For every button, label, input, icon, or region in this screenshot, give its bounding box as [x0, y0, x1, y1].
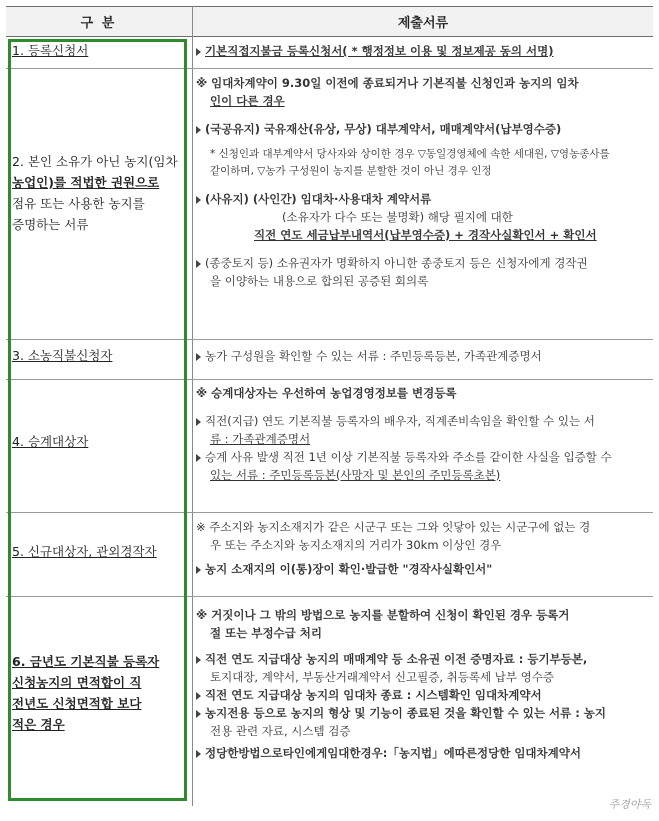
bullet-icon: [196, 260, 201, 268]
row6-doc-2: 직전 연도 지급대상 농지의 임대차 종료 : 시스템확인 임대차계약서: [205, 688, 542, 702]
row2-clan-line2: 을 이양하는 내용으로 합의된 공증된 회의록: [210, 274, 429, 288]
row1-doc-1: 기본직접지불금 등록신청서( * 행정정보 이용 및 정보제공 동의 서명): [205, 44, 554, 58]
row2-public-note2: 같이하며, ▽농가 구성원이 농지를 분할한 것이 아닌 경우 인정: [210, 165, 492, 177]
row3-category-text: 3. 소농직불신청자: [12, 348, 113, 363]
bullet-icon: [196, 710, 201, 718]
highlight-box: [8, 39, 187, 801]
bullet-icon: [196, 692, 201, 700]
bullet-icon: [196, 566, 201, 574]
row1-documents: [196, 42, 651, 60]
row6-doc-4: 정당한방법으로타인에게임대한경우:「농지법」에따른정당한 임대차계약서: [205, 746, 581, 760]
row6-category-line3: 전년도 신청면적합 보다: [12, 696, 142, 711]
bullet-icon: [196, 48, 201, 56]
row2-doc-clan: (종중토지 등) 소유권자가 명확하지 아니한 종중토지 등은 신청자에게 경작권: [205, 256, 588, 270]
bullet-icon: [196, 418, 201, 426]
row2-documents: [196, 74, 651, 290]
bullet-icon: [196, 656, 201, 664]
bullet-icon: [196, 454, 201, 462]
row5-documents: [196, 518, 651, 578]
row2-public-note1: * 신청인과 대부계약서 당사자와 상이한 경우 ▽동일경영체에 속한 세대원, ▽영농종사를: [210, 148, 610, 160]
bullet-icon: [196, 196, 201, 204]
row3-doc-1: 농가 구성원을 확인할 수 있는 서류 : 주민등록등본, 가족관계증명서: [205, 349, 542, 363]
row6-doc-3-line1: 농지전용 등으로 농지의 형상 및 기능이 종료된 것을 확인할 수 있는 서류 : 농지: [205, 706, 607, 720]
row2-note-line2: 인이 다른 경우: [210, 94, 285, 108]
row6-doc-3-line2: 전용 관련 자료, 시스템 검증: [210, 724, 351, 738]
row5-note-line2: 우 또는 주소지와 농지소재지의 거리가 30km 이상인 경우: [210, 538, 502, 552]
row6-doc-1-line2: 토지대장, 계약서, 부동산거래계약서 신고필증, 취등록세 납부 영수증: [210, 670, 554, 684]
row6-note-line1: ※ 거짓이나 그 밖의 방법으로 농지를 분할하여 신청이 확인된 경우 등록거: [196, 608, 570, 622]
header-documents: 제출서류: [397, 16, 449, 31]
row2-category-line2: 농업인)를 적법한 권원으로: [12, 175, 160, 190]
row6-documents: [196, 606, 651, 762]
column-divider: [192, 6, 193, 806]
row4-doc-1-line2: 류 : 가족관계증명서: [210, 432, 311, 446]
row4-note: ※ 승계대상자는 우선하여 농업경영정보를 변경등록: [196, 386, 457, 400]
row2-category-line4: 증명하는 서류: [12, 217, 89, 232]
row4-doc-2-line2: 있는 서류 : 주민등록등본(사망자 및 본인의 주민등록초본): [210, 468, 501, 482]
row4-documents: [196, 384, 651, 484]
row2-category-line1: 2. 본인 소유가 아닌 농지(임차: [12, 154, 178, 169]
row6-note-line2: 절 또는 부정수급 처리: [210, 626, 322, 640]
row2-doc-private: (사유지) (사인간) 임대차·사용대차 계약서류: [205, 192, 432, 206]
row2-category-line3: 점유 또는 사용한 농지를: [12, 196, 145, 211]
bullet-icon: [196, 353, 201, 361]
row4-category-text: 4. 승계대상자: [12, 434, 89, 449]
bullet-icon: [196, 750, 201, 758]
bullet-icon: [196, 126, 201, 134]
row2-note-line1: ※ 임대차계약이 9.30일 이전에 종료되거나 기본직불 신청인과 농지의 임차: [196, 76, 579, 90]
document-table: [6, 6, 653, 806]
row2-private-line2: (소유자가 다수 또는 불명확) 해당 필지에 대한: [282, 210, 513, 224]
row5-category-text: 5. 신규대상자, 관외경작자: [12, 544, 157, 559]
row2-doc-public: (국공유지) 국유재산(유상, 무상) 대부계약서, 매매계약서(납부영수증): [205, 122, 562, 136]
row6-category-line1: 6. 금년도 기본직불 등록자: [12, 654, 160, 669]
row2-private-line3: 직전 연도 세금납부내역서(납부영수증) + 경작사실확인서 + 확인서: [254, 228, 597, 242]
row1-category-text: 1. 등록신청서: [12, 43, 89, 58]
row6-doc-1-line1: 직전 연도 지급대상 농지의 매매계약 등 소유권 이전 증명자료 : 등기부등본,: [205, 652, 588, 666]
row4-doc-1-line1: 직전(지급) 연도 기본직불 등록자의 배우자, 직계존비속임을 확인할 수 있는 서: [205, 414, 595, 428]
row5-doc-1: 농지 소재지의 이(통)장이 확인·발급한 "경작사실확인서": [205, 562, 493, 576]
row4-doc-2-line1: 승계 사유 발생 직전 1년 이상 기본직불 등록자와 주소를 같이한 사실을 입증할 수: [205, 450, 612, 464]
row6-category-line4: 적은 경우: [12, 717, 65, 732]
table-header: [6, 6, 653, 37]
header-category: 구 분: [80, 16, 117, 31]
row5-note-line1: ※ 주소지와 농지소재지가 같은 시군구 또는 그와 잇닿아 있는 시군구에 없는 경: [196, 520, 591, 534]
watermark: 주경야독: [608, 798, 651, 811]
row6-category-line2: 신청농지의 면적합이 직: [12, 675, 142, 690]
row3-documents: [196, 347, 651, 365]
